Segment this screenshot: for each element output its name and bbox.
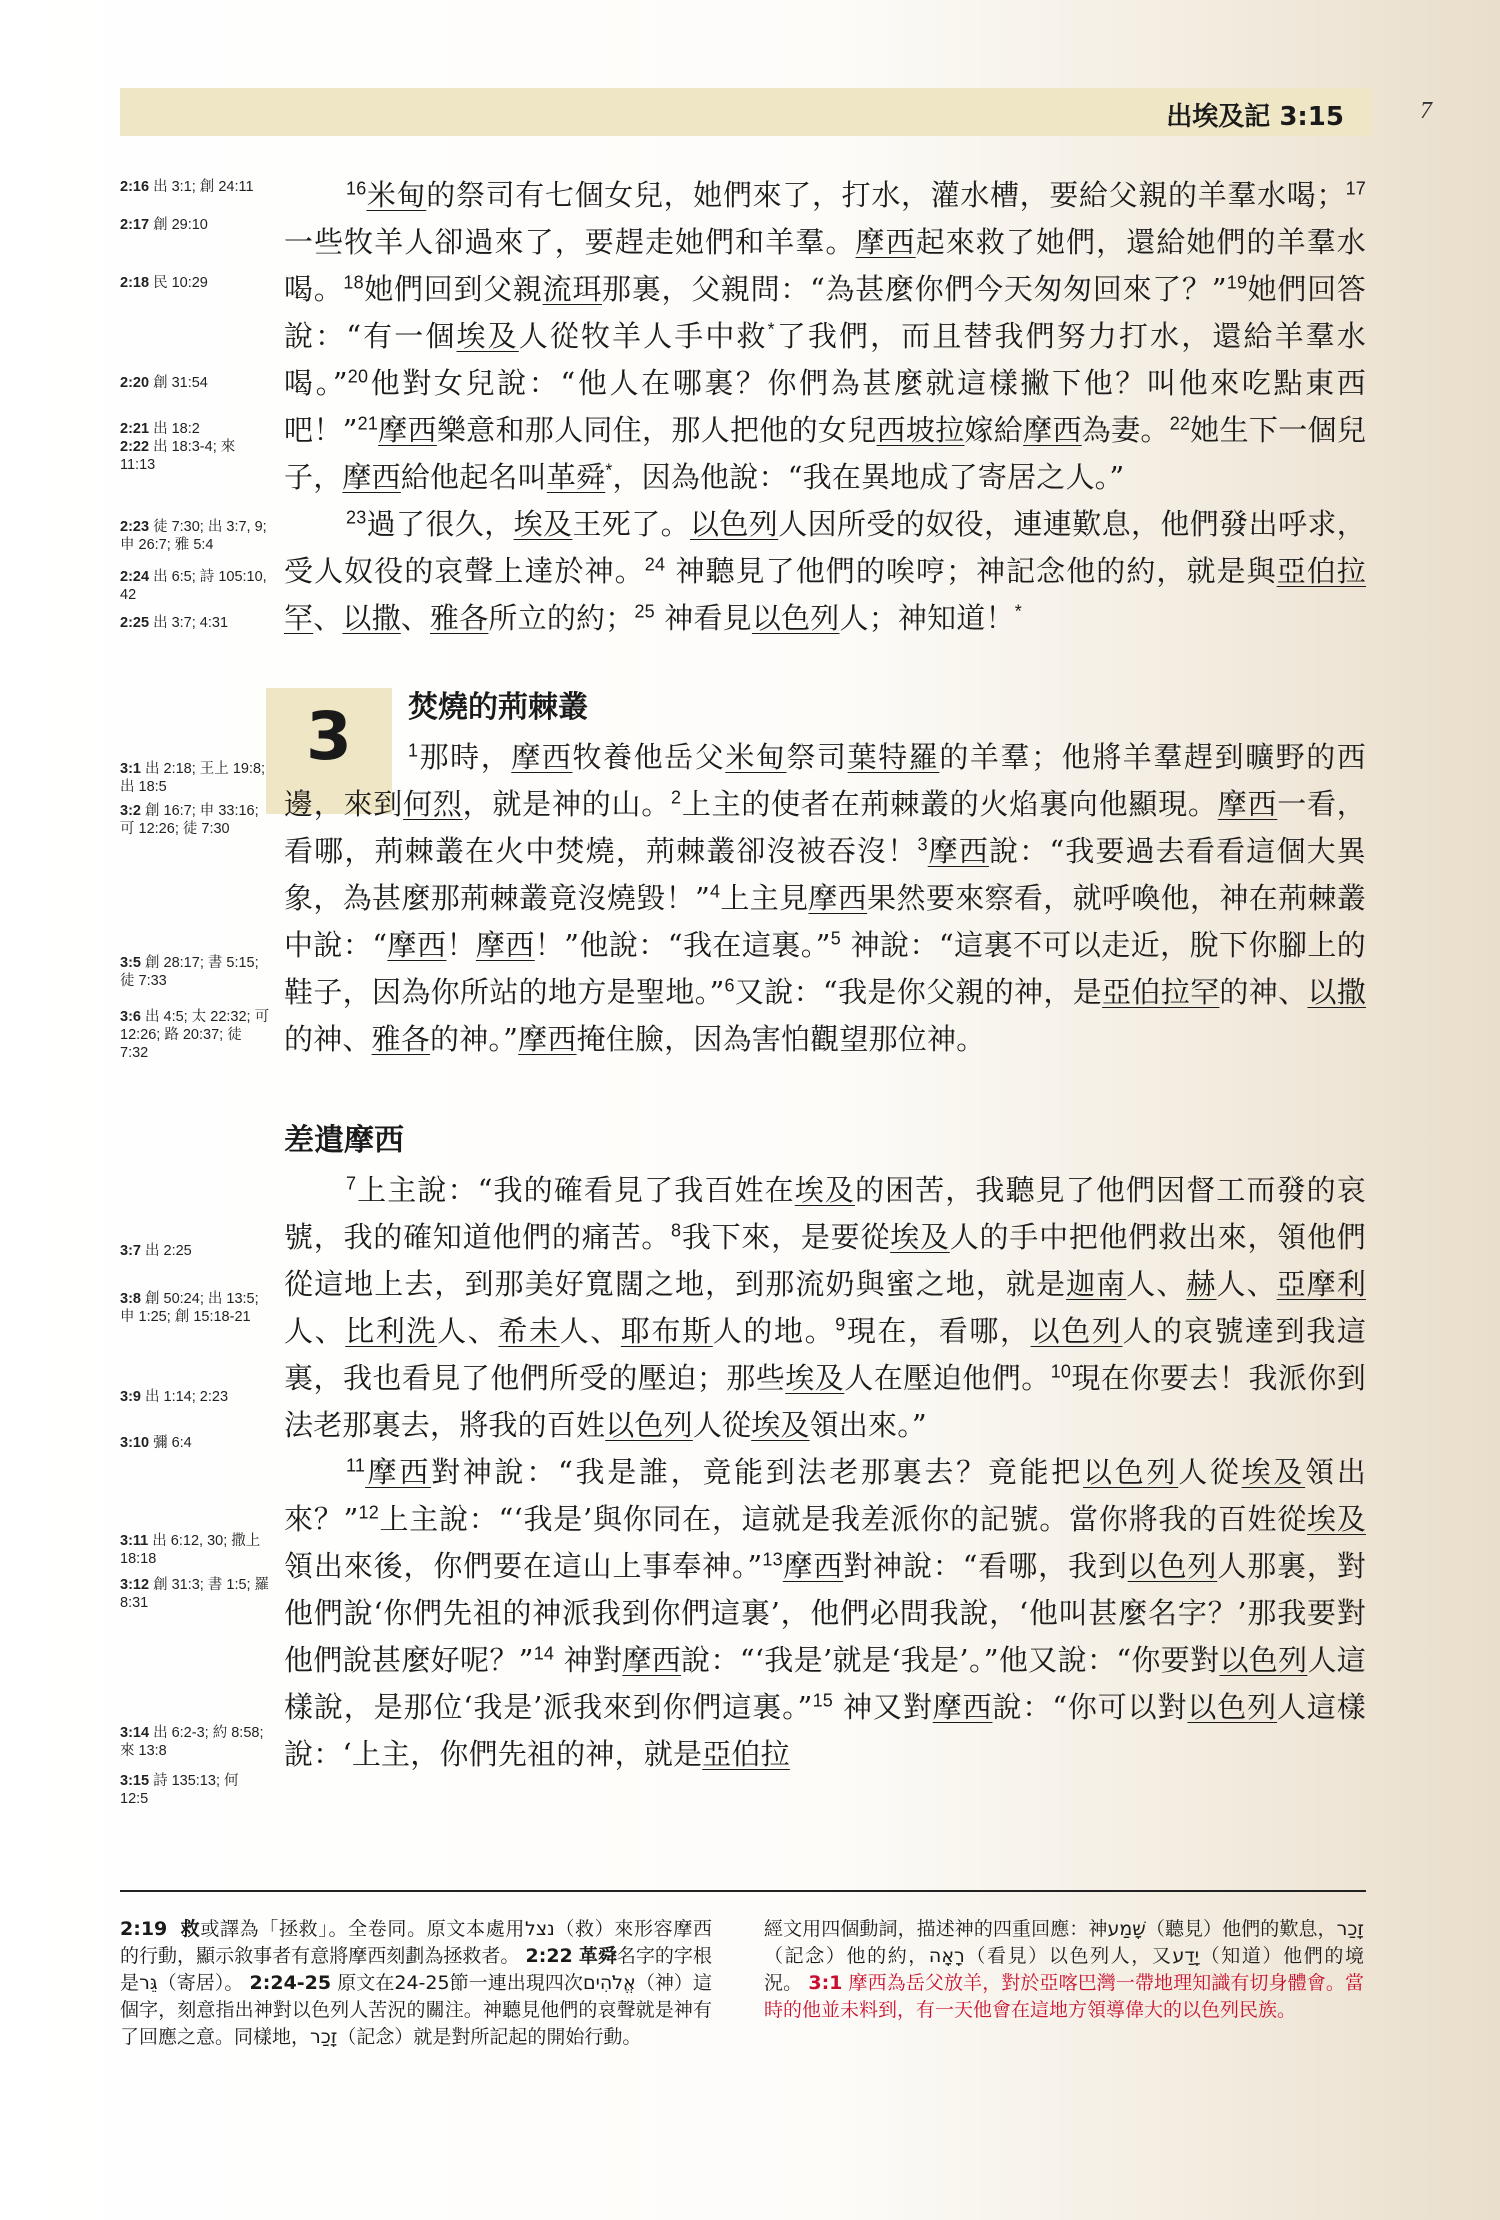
cross-reference bbox=[120, 274, 270, 292]
cross-reference-verse: 3:1 bbox=[120, 761, 141, 777]
proper-name: 雅各 bbox=[430, 601, 489, 635]
running-header-title: 出埃及記 3:15 bbox=[1166, 102, 1344, 132]
verse-text: 說：“你可以對 bbox=[992, 1690, 1188, 1724]
verse-text: 果然要來察看，就呼喚他，神在荊棘叢中說：“ bbox=[284, 881, 1366, 962]
verse-text: 、 bbox=[313, 601, 343, 635]
proper-name: 以色列 bbox=[1083, 1455, 1179, 1489]
cross-reference-verse: 3:11 bbox=[120, 1533, 149, 1549]
verse-number: 22 bbox=[1169, 413, 1191, 434]
cross-reference bbox=[120, 420, 270, 438]
cross-reference-text: 創 16:7; 申 33:16; 可 12:26; 徒 7:30 bbox=[120, 803, 259, 837]
verse-text: 那裏，父親問：“為甚麼你們今天匆匆回來了？” bbox=[602, 272, 1227, 306]
proper-name: 以色列 bbox=[1127, 1549, 1218, 1583]
cross-reference bbox=[120, 438, 270, 474]
verse-text: 一看，看哪，荊棘叢在火中焚燒，荊棘叢卻沒被吞沒！ bbox=[284, 787, 1366, 868]
verse-text: 人這樣說，是那位‘我是’派我來到你們這裏。” bbox=[284, 1643, 1366, 1724]
proper-name: 摩西 bbox=[378, 413, 437, 447]
proper-name: 摩西 bbox=[622, 1643, 682, 1677]
note-keyword: 救 bbox=[180, 1918, 201, 1940]
proper-name: 以色列 bbox=[690, 507, 779, 541]
cross-reference-verse: 3:9 bbox=[120, 1389, 141, 1405]
cross-reference-text: 出 3:1; 創 24:11 bbox=[153, 179, 254, 195]
proper-name: 迦南 bbox=[1066, 1267, 1127, 1301]
proper-name: 摩西 bbox=[365, 1455, 432, 1489]
verse-text: 神說：“這裏不可以走近，脫下你腳上的鞋子，因為你所站的地方是聖地。” bbox=[284, 928, 1366, 1009]
verse-text: 起來救了她們，還給她們的羊羣水喝。 bbox=[284, 225, 1366, 306]
proper-name: 摩西 bbox=[518, 1022, 577, 1056]
proper-name: 亞伯拉 bbox=[702, 1737, 790, 1771]
paragraph bbox=[284, 172, 1366, 501]
verse-text: 的神。” bbox=[430, 1022, 519, 1056]
note-text: 名字的字根是גֵּר（寄居）。 bbox=[120, 1945, 712, 1994]
chapter-number: 3 bbox=[306, 698, 352, 775]
verse-text: 上主說：“‘我是’與你同在，這就是我差派你的記號。當你將我的百姓從 bbox=[378, 1502, 1308, 1536]
verse-number: 2 bbox=[671, 787, 682, 808]
proper-name: 以撒 bbox=[1307, 975, 1366, 1009]
footnote-divider bbox=[120, 1890, 1366, 1892]
cross-reference-verse: 2:22 bbox=[120, 439, 150, 455]
verse-number: 11 bbox=[346, 1455, 366, 1476]
verse-text: 他對女兒說：“他人在哪裏？你們為甚麼就這樣撇下他？叫他來吃點東西吧！” bbox=[284, 366, 1366, 447]
note-text-highlight: 摩西為岳父放羊，對於亞喀巴灣一帶地理知識有切身體會。當時的他並未料到，有一天他會在這地方領導偉大的以色列民族。 bbox=[764, 1972, 1364, 2021]
note-text: 經文用四個動詞，描述神的四重回應：神שָׁמַע（聽見）他們的歎息，זָכַר（記念）他的約，רָאָה（看見）以色列人，又יָדַע（知道）他們的境況。 bbox=[764, 1918, 1364, 1994]
verse-number: 1 bbox=[408, 740, 419, 761]
proper-name: 埃及 bbox=[785, 1361, 845, 1395]
proper-name: 摩西 bbox=[1217, 787, 1278, 821]
cross-reference-text: 出 18:2 bbox=[153, 421, 200, 437]
verse-text: 領出來。” bbox=[809, 1408, 927, 1442]
verse-text: 祭司 bbox=[786, 740, 848, 774]
section-heading: 焚燒的荊棘叢 bbox=[408, 690, 588, 725]
cross-reference-text: 出 18:3-4; 來 11:13 bbox=[120, 439, 236, 473]
cross-reference-verse: 2:16 bbox=[120, 179, 150, 195]
proper-name: 埃及 bbox=[794, 1173, 855, 1207]
proper-name: 埃及 bbox=[890, 1220, 950, 1254]
verse-text: 現在你要去！我派你到法老那裏去，將我的百姓 bbox=[284, 1361, 1366, 1442]
cross-reference bbox=[120, 1724, 270, 1760]
verse-number: 7 bbox=[346, 1173, 357, 1194]
proper-name: 摩西 bbox=[511, 740, 573, 774]
cross-reference bbox=[120, 1434, 270, 1452]
verse-text: 神看見 bbox=[654, 601, 752, 635]
verse-text: 上主的使者在荊棘叢的火焰裏向他顯現。 bbox=[681, 787, 1218, 821]
proper-name: 埃及 bbox=[1241, 1455, 1306, 1489]
cross-reference-text: 出 4:5; 太 22:32; 可 12:26; 路 20:37; 徒 7:32 bbox=[120, 1009, 270, 1061]
cross-reference-text: 彌 6:4 bbox=[153, 1435, 192, 1451]
cross-reference bbox=[120, 518, 270, 554]
verse-text: 人這樣說：‘上主，你們先祖的神，就是 bbox=[284, 1690, 1366, 1771]
verse-text: 為妻。 bbox=[1081, 413, 1170, 447]
verse-text: 人、 bbox=[437, 1314, 499, 1348]
proper-name: 埃及 bbox=[513, 507, 573, 541]
cross-reference-verse: 2:21 bbox=[120, 421, 150, 437]
verse-text: 掩住臉，因為害怕觀望那位神。 bbox=[576, 1022, 986, 1056]
running-header bbox=[120, 88, 1372, 136]
note-ref: 3:1 bbox=[808, 1972, 843, 1994]
verse-text: 對神說：“看哪，我到 bbox=[843, 1549, 1128, 1583]
proper-name: 摩西 bbox=[387, 928, 447, 962]
verse-text: 我下來，是要從 bbox=[681, 1220, 891, 1254]
verse-number: 13 bbox=[762, 1549, 783, 1570]
verse-text: ，就是神的山。 bbox=[462, 787, 672, 821]
cross-reference bbox=[120, 1772, 270, 1808]
verse-text: 的祭司有七個女兒，她們來了，打水，灌水槽，要給父親的羊羣水喝； bbox=[426, 178, 1346, 212]
proper-name: 以色列 bbox=[1030, 1314, 1123, 1348]
verse-text: 樂意和那人同住，那人把他的女兒 bbox=[436, 413, 877, 447]
verse-number: 5 bbox=[830, 928, 841, 949]
proper-name: 埃及 bbox=[456, 319, 519, 353]
proper-name: 何烈 bbox=[403, 787, 463, 821]
verse-text: 人在壓迫他們。 bbox=[844, 1361, 1051, 1395]
verse-text: 人、 bbox=[559, 1314, 621, 1348]
note-text: 原文在24-25節一連出現四次אֱלֹהִים（神）這個字，刻意指出神對以色列人苦況的關注。神聽見他們的哀聲就是神有了回應之意。同樣地，זָכַר（記念）就是對所記起的開始行動。 bbox=[120, 1972, 712, 2048]
proper-name: 以撒 bbox=[342, 601, 401, 635]
proper-name: 亞伯拉罕 bbox=[1102, 975, 1220, 1009]
verse-text: 人的地。 bbox=[712, 1314, 836, 1348]
verse-text: 現在，看哪， bbox=[845, 1314, 1031, 1348]
verse-text: 人從 bbox=[1178, 1455, 1242, 1489]
verse-number: 4 bbox=[709, 881, 721, 902]
verse-text: 王死了。 bbox=[572, 507, 690, 541]
verse-text: 她們回答說：“有一個 bbox=[284, 272, 1367, 353]
verse-text: 人那裏，對他們說‘你們先祖的神派我到你們這裏’，他們必問我說，‘他叫甚麼名字？’那我要對他們說甚麼好呢？” bbox=[284, 1549, 1366, 1677]
proper-name: 摩西 bbox=[782, 1549, 844, 1583]
cross-reference-verse: 2:20 bbox=[120, 375, 150, 391]
verse-text: 上主說：“我的確看見了我百姓在 bbox=[356, 1173, 795, 1207]
verse-text: 人的手中把他們救出來，領他們從這地上去，到那美好寬闊之地，到那流奶與蜜之地，就是 bbox=[284, 1220, 1366, 1301]
cross-reference-verse: 2:25 bbox=[120, 615, 150, 631]
cross-reference-text: 出 1:14; 2:23 bbox=[145, 1389, 229, 1405]
verse-number: 23 bbox=[346, 507, 367, 528]
cross-reference-text: 創 28:17; 書 5:15; 徒 7:33 bbox=[120, 955, 259, 989]
verse-text: 領出來？” bbox=[284, 1455, 1367, 1536]
cross-reference bbox=[120, 374, 270, 392]
verse-number: 20 bbox=[347, 366, 369, 387]
cross-reference-text: 創 29:10 bbox=[153, 217, 208, 233]
cross-reference-verse: 3:10 bbox=[120, 1435, 150, 1451]
cross-reference bbox=[120, 216, 270, 234]
cross-reference-text: 徒 7:30; 出 3:7, 9; 申 26:7; 雅 5:4 bbox=[120, 519, 267, 553]
verse-text: 的神、 bbox=[284, 1022, 372, 1056]
cross-reference-verse: 3:14 bbox=[120, 1725, 150, 1741]
page-number: 7 bbox=[1420, 98, 1432, 124]
cross-reference-text: 出 2:18; 王上 19:8; 出 18:5 bbox=[120, 761, 266, 795]
verse-number: 12 bbox=[358, 1502, 379, 1523]
verse-text: 她生下一個兒子， bbox=[284, 413, 1367, 494]
verse-text: 的羊羣；他將羊羣趕到曠野的西邊，來到 bbox=[284, 740, 1366, 821]
verse-number: 9 bbox=[835, 1314, 846, 1335]
verse-text: 又說：“我是你父親的神，是 bbox=[734, 975, 1103, 1009]
cross-reference-text: 創 50:24; 出 13:5; 申 1:25; 創 15:18-21 bbox=[120, 1291, 259, 1325]
proper-name: 亞伯拉罕 bbox=[284, 554, 1367, 635]
cross-reference bbox=[120, 568, 270, 604]
verse-text: 、 bbox=[400, 601, 431, 635]
verse-text: 一些牧羊人卻過來了，要趕走她們和羊羣。 bbox=[284, 225, 856, 259]
verse-number: 17 bbox=[1345, 178, 1367, 199]
cross-reference-verse: 2:24 bbox=[120, 569, 150, 585]
paragraph bbox=[284, 1449, 1366, 1778]
verse-text: 人；神知道！ bbox=[839, 601, 1015, 635]
cross-reference bbox=[120, 178, 270, 196]
verse-text: 說：“‘我是’就是‘我是’。”他又說：“你要對 bbox=[681, 1643, 1220, 1677]
verse-text: 嫁給 bbox=[964, 413, 1024, 447]
paragraph bbox=[284, 734, 1366, 1063]
verse-number: 14 bbox=[533, 1643, 555, 1664]
verse-text: 給他起名叫 bbox=[400, 460, 547, 494]
verse-number: 24 bbox=[644, 554, 666, 575]
cross-reference-verse: 3:2 bbox=[120, 803, 141, 819]
cross-reference-text: 出 2:25 bbox=[145, 1243, 192, 1259]
verse-number: 3 bbox=[917, 834, 928, 855]
verse-text: 神聽見了他們的唉哼；神記念他的約，就是與 bbox=[665, 554, 1277, 588]
verse-number: 18 bbox=[343, 272, 364, 293]
study-notes-right bbox=[764, 1916, 1364, 2024]
proper-name: 耶布斯 bbox=[620, 1314, 713, 1348]
cross-reference-text: 創 31:54 bbox=[153, 375, 208, 391]
cross-reference-verse: 2:18 bbox=[120, 275, 150, 291]
proper-name: 西坡拉 bbox=[876, 413, 965, 447]
note-keyword: 革舜 bbox=[578, 1945, 617, 1967]
verse-text: 人、 bbox=[284, 1314, 346, 1348]
verse-text: 人、 bbox=[1126, 1267, 1187, 1301]
verse-text: 牧養他岳父 bbox=[572, 740, 726, 774]
proper-name: 摩西 bbox=[927, 834, 989, 868]
proper-name: 希未 bbox=[498, 1314, 560, 1348]
paragraph bbox=[284, 501, 1366, 642]
cross-reference bbox=[120, 1532, 270, 1568]
verse-text: 的困苦，我聽見了他們因督工而發的哀號，我的確知道他們的痛苦。 bbox=[284, 1173, 1366, 1254]
verse-text: 她們回到父親 bbox=[363, 272, 543, 306]
verse-text: 說：“我要過去看看這個大異象，為甚麼那荊棘叢竟沒燒毀！” bbox=[284, 834, 1366, 915]
cross-reference bbox=[120, 1290, 270, 1326]
cross-reference-verse: 3:5 bbox=[120, 955, 141, 971]
verse-text: 上主見 bbox=[720, 881, 809, 915]
verse-number: 25 bbox=[634, 601, 655, 622]
proper-name: 比利洗 bbox=[345, 1314, 438, 1348]
cross-reference-verse: 2:23 bbox=[120, 519, 150, 535]
verse-text: 了我們，而且替我們努力打水，還給羊羣水喝。” bbox=[284, 319, 1366, 400]
cross-reference bbox=[120, 1242, 270, 1260]
verse-text: 神對 bbox=[554, 1643, 623, 1677]
proper-name: 摩西 bbox=[808, 881, 868, 915]
verse-number: 10 bbox=[1050, 1361, 1072, 1382]
proper-name: 米甸 bbox=[366, 178, 427, 212]
cross-reference bbox=[120, 1576, 270, 1612]
verse-text: 所立的約； bbox=[488, 601, 635, 635]
proper-name: 以色列 bbox=[1219, 1643, 1308, 1677]
cross-reference bbox=[120, 614, 270, 632]
note-ref: 2:24-25 bbox=[249, 1972, 332, 1994]
proper-name: 亞摩利 bbox=[1276, 1267, 1367, 1301]
verse-text: 人從牧羊人手中救 bbox=[518, 319, 768, 353]
proper-name: 埃及 bbox=[751, 1408, 810, 1442]
cross-reference bbox=[120, 802, 270, 838]
study-notes-left bbox=[120, 1916, 712, 2051]
verse-text: 過了很久， bbox=[366, 507, 514, 541]
verse-text: ！ bbox=[446, 928, 476, 962]
verse-text: 領出來後，你們要在這山上事奉神。” bbox=[284, 1549, 763, 1583]
note-ref: 2:19 bbox=[120, 1918, 168, 1940]
proper-name: 流珥 bbox=[542, 272, 603, 306]
proper-name: 米甸 bbox=[725, 740, 787, 774]
proper-name: 摩西 bbox=[855, 225, 916, 259]
cross-reference bbox=[120, 1388, 270, 1406]
note-ref: 2:22 bbox=[525, 1945, 573, 1967]
verse-text: ！”他說：“我在這裏。” bbox=[534, 928, 831, 962]
paragraph bbox=[284, 1167, 1366, 1449]
note-text: 或譯為「拯救」。全卷同。原文本處用נצל（救）來形容摩西的行動，顯示敘事者有意將摩西刻劃為拯救者。 bbox=[120, 1918, 712, 1967]
footnote-marker[interactable]: * bbox=[1014, 601, 1022, 622]
cross-reference-text: 出 6:2-3; 約 8:58; 來 13:8 bbox=[120, 1725, 264, 1759]
proper-name: 埃及 bbox=[1307, 1502, 1366, 1536]
cross-reference bbox=[120, 954, 270, 990]
verse-text: 對神說：“我是誰，竟能到法老那裏去？竟能把 bbox=[431, 1455, 1084, 1489]
main-text bbox=[284, 172, 1366, 1778]
verse-text: 人從 bbox=[692, 1408, 752, 1442]
verse-number: 6 bbox=[724, 975, 735, 996]
verse-text: 人、 bbox=[1216, 1267, 1277, 1301]
cross-reference-text: 創 31:3; 書 1:5; 羅 8:31 bbox=[120, 1577, 270, 1611]
proper-name: 摩西 bbox=[1023, 413, 1082, 447]
cross-reference-verse: 3:12 bbox=[120, 1577, 150, 1593]
verse-number: 21 bbox=[357, 413, 379, 434]
proper-name: 雅各 bbox=[371, 1022, 431, 1056]
verse-number: 8 bbox=[671, 1220, 682, 1241]
proper-name: 摩西 bbox=[342, 460, 401, 494]
proper-name: 以色列 bbox=[1187, 1690, 1278, 1724]
cross-reference bbox=[120, 1008, 270, 1062]
verse-text: 人的哀號達到我這裏，我也看見了他們所受的壓迫；那些 bbox=[284, 1314, 1367, 1395]
footnote-marker[interactable]: * bbox=[767, 319, 775, 340]
section-heading: 差遣摩西 bbox=[284, 1123, 404, 1158]
cross-reference-text: 出 6:5; 詩 105:10, 42 bbox=[120, 569, 267, 603]
cross-reference-text: 民 10:29 bbox=[153, 275, 208, 291]
cross-reference-verse: 2:17 bbox=[120, 217, 150, 233]
footnote-marker[interactable]: * bbox=[605, 460, 613, 481]
verse-number: 15 bbox=[812, 1690, 833, 1711]
proper-name: 摩西 bbox=[932, 1690, 993, 1724]
cross-reference-verse: 3:15 bbox=[120, 1773, 150, 1789]
cross-reference bbox=[120, 760, 270, 796]
verse-text: 的神、 bbox=[1219, 975, 1308, 1009]
proper-name: 摩西 bbox=[475, 928, 535, 962]
verse-number: 16 bbox=[346, 178, 367, 199]
cross-reference-text: 出 3:7; 4:31 bbox=[153, 615, 229, 631]
cross-reference-verse: 3:6 bbox=[120, 1009, 141, 1025]
proper-name: 葉特羅 bbox=[847, 740, 940, 774]
proper-name: 以色列 bbox=[751, 601, 840, 635]
cross-reference-verse: 3:8 bbox=[120, 1291, 141, 1307]
verse-number: 19 bbox=[1226, 272, 1248, 293]
cross-reference-verse: 3:7 bbox=[120, 1243, 141, 1259]
verse-text: ，因為他說：“我在異地成了寄居之人。” bbox=[612, 460, 1125, 494]
verse-text: 人因所受的奴役，連連歎息，他們發出呼求，受人奴役的哀聲上達於神。 bbox=[284, 507, 1366, 588]
verse-text: 神又對 bbox=[832, 1690, 933, 1724]
cross-reference-text: 出 6:12, 30; 撒上 18:18 bbox=[120, 1533, 261, 1567]
proper-name: 赫 bbox=[1186, 1267, 1217, 1301]
proper-name: 革舜 bbox=[546, 460, 606, 494]
cross-reference-text: 詩 135:13; 何 12:5 bbox=[120, 1773, 239, 1807]
verse-text: 那時， bbox=[418, 740, 512, 774]
proper-name: 以色列 bbox=[605, 1408, 693, 1442]
